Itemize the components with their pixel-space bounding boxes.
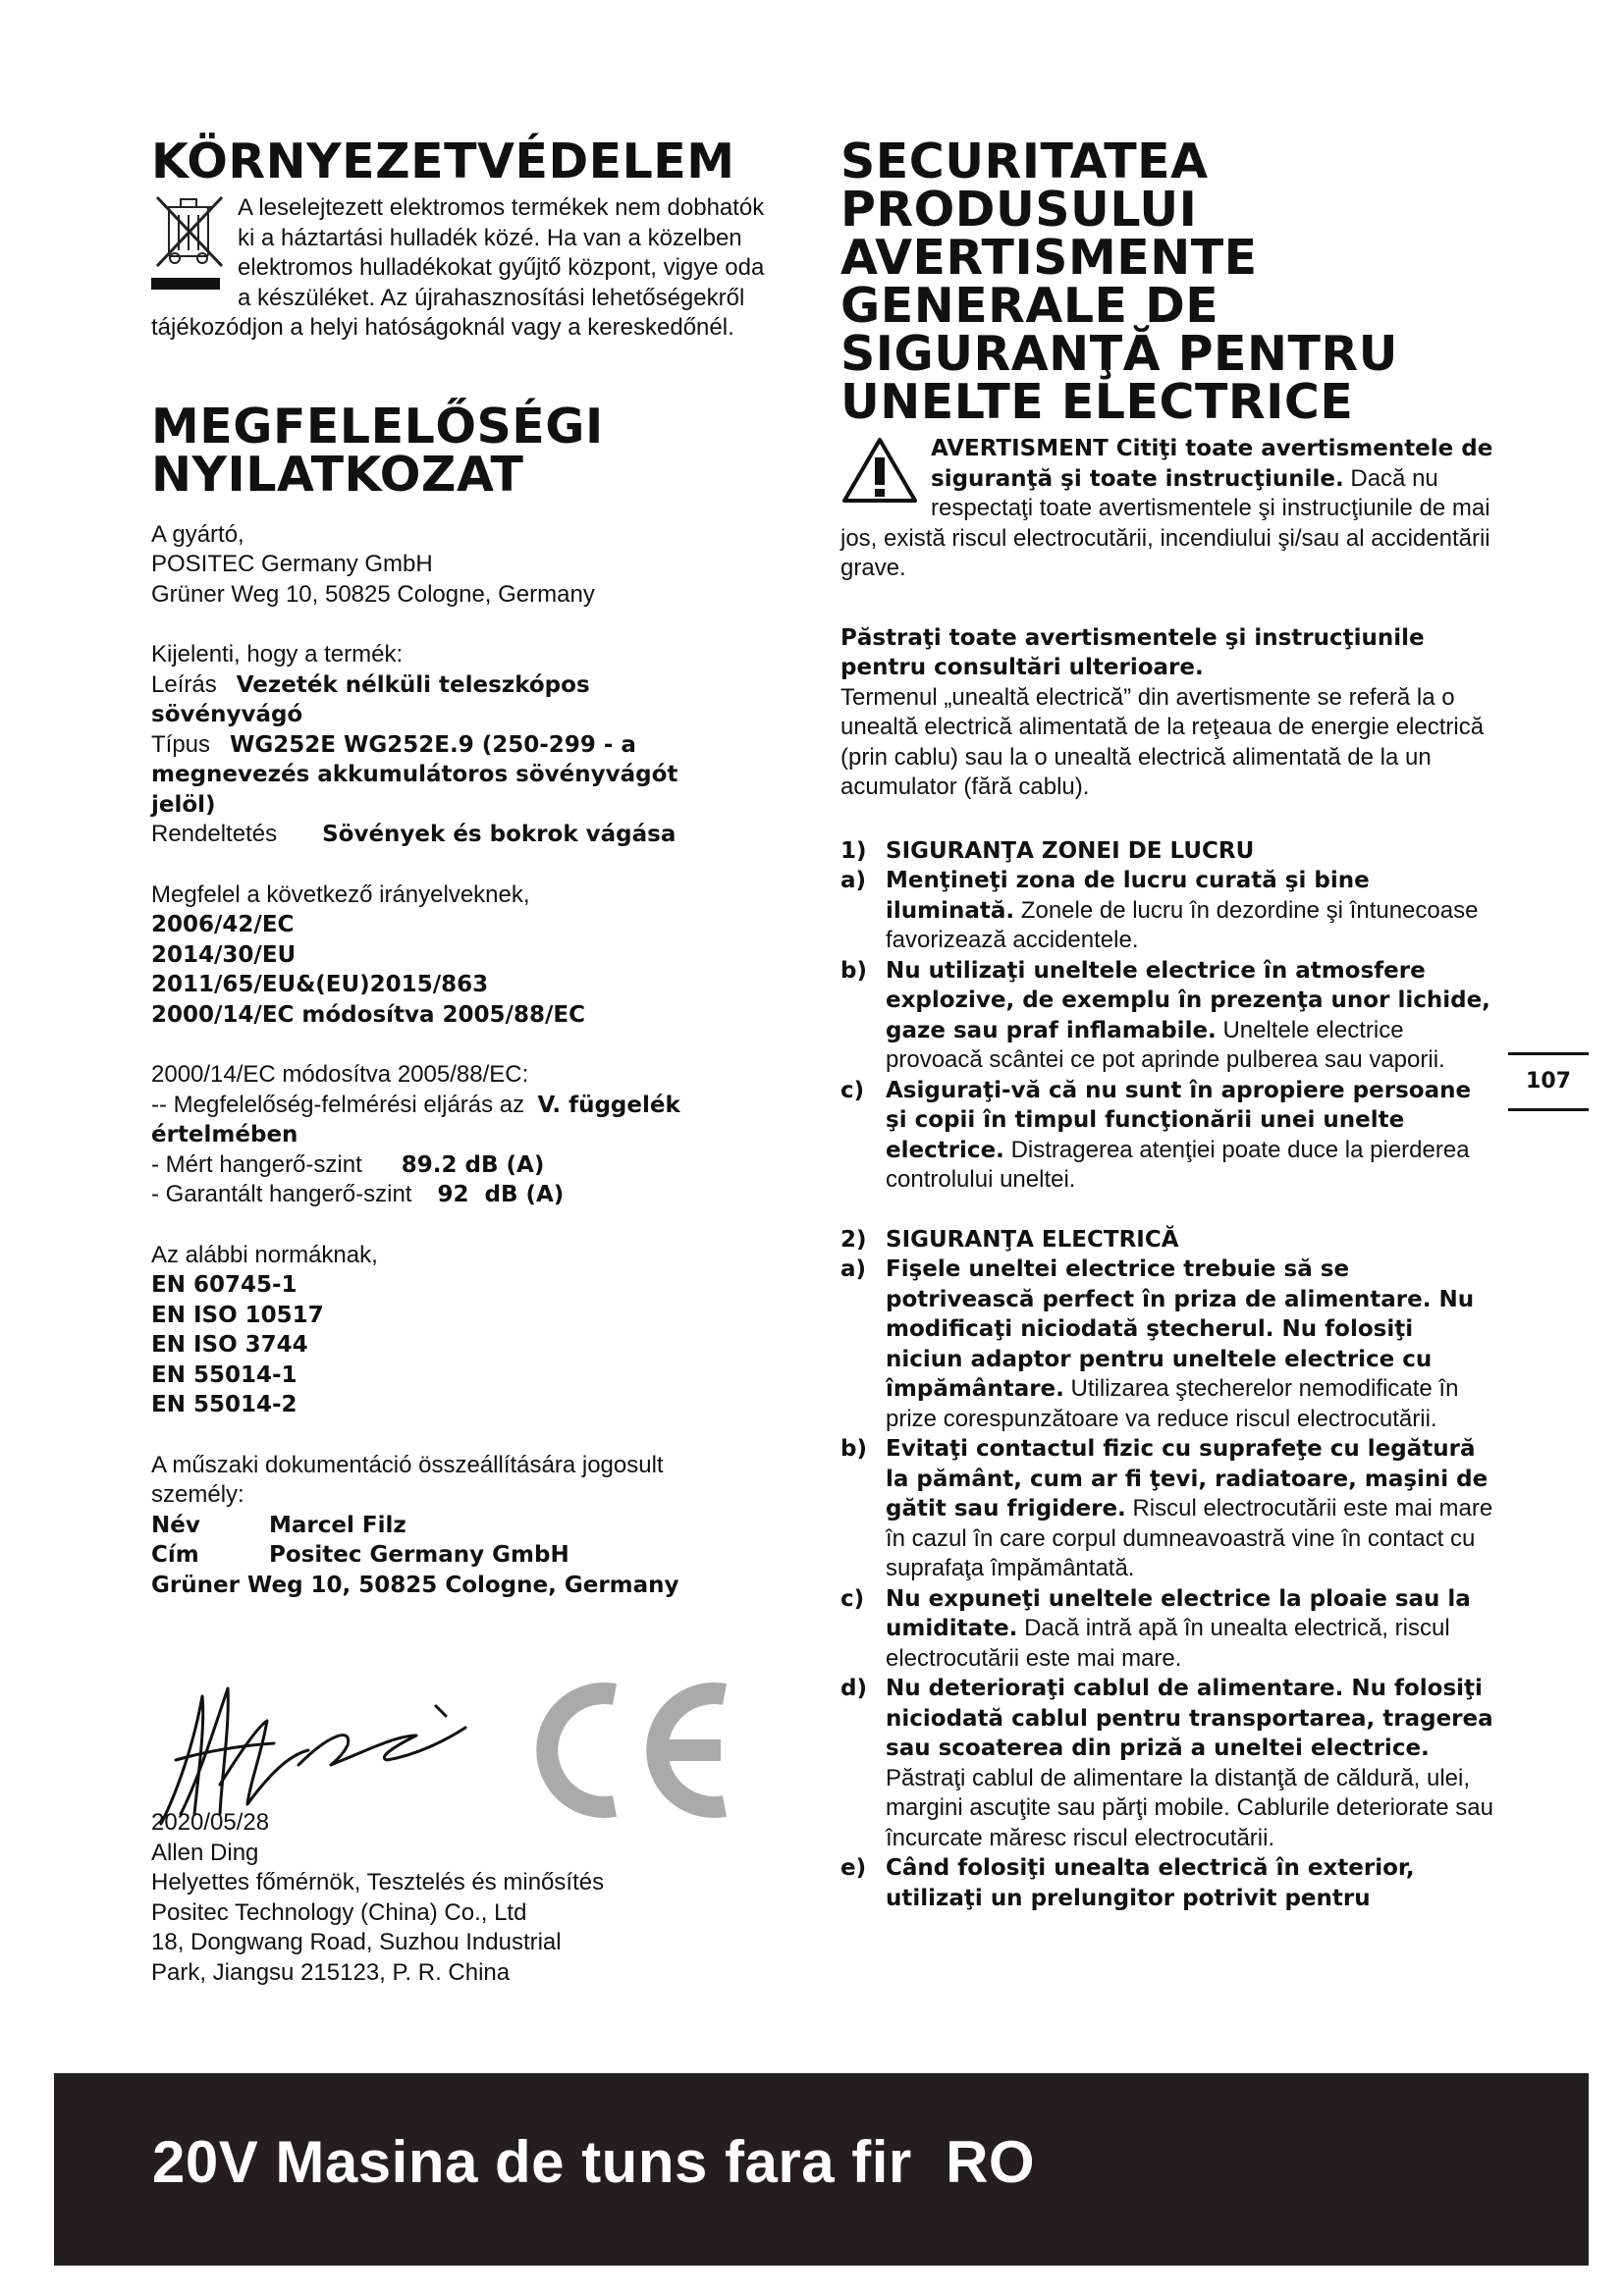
environment-heading: KÖRNYEZETVÉDELEM (151, 133, 735, 189)
item-text: Uneltele electrice provoacă scântei ce pot aprinde pulberea sau vaporii. (886, 1016, 1445, 1073)
item-marker: a) (840, 868, 867, 893)
item-text: Dacă intră apă în unealta electrică, riscul electrocutării este mai mare. (886, 1615, 1450, 1672)
section-2-heading (840, 1225, 1493, 1255)
signer-company: Positec Technology (China) Co., Ltd (151, 1898, 527, 1926)
page-number-rule-bottom (1508, 1108, 1589, 1111)
ce-mark (528, 1677, 744, 1824)
type-value: WG252E WG252E.9 (250-299 - a (230, 731, 636, 758)
standard-item: EN ISO 3744 (151, 1332, 308, 1358)
environment-paragraph (151, 193, 780, 344)
ro-heading-line: GENERALE DE (840, 278, 1219, 334)
list-item (840, 1255, 1493, 1434)
description-label: Leírás (151, 670, 217, 698)
tech-doc-text-2: személy: (151, 1481, 244, 1508)
type-value-2: megnevezés akkumulátoros sövényvágót (151, 762, 678, 787)
address-line (151, 1540, 780, 1571)
directive-item: 2006/42/EC (151, 912, 295, 937)
manufacturer-name: POSITEC Germany GmbH (151, 551, 433, 577)
signature (151, 1667, 475, 1834)
declaration-date: 2020/05/28 (151, 1809, 270, 1836)
manufacturer-address: Grüner Weg 10, 50825 Cologne, Germany (151, 580, 595, 608)
measured-label: - Mért hangerő-szint (151, 1150, 362, 1178)
item-marker: b) (840, 1436, 867, 1462)
noise-intro: 2000/14/EC módosítva 2005/88/EC: (151, 1061, 529, 1088)
section-number: 2) (840, 1226, 867, 1253)
directive-item: 2000/14/EC módosítva 2005/88/EC (151, 1001, 585, 1028)
purpose-label: Rendeltetés (151, 821, 278, 847)
type-label: Típus (151, 730, 211, 758)
purpose-value: Sövények és bokrok vágása (322, 822, 677, 847)
ro-heading-line: SECURITATEA (840, 133, 1209, 189)
signer-role: Helyettes főmérnök, Tesztelés és minősítés (151, 1869, 605, 1896)
standard-item: EN ISO 10517 (151, 1302, 324, 1328)
environment-text: A leselejtezett elektromos termékek nem dobhatók ki a háztartási hulladék közé. Ha van a közelben elektromos hulladékokat gyűjtő központ, vigye oda a készüléket. Az újrahasznosítási lehetőségekről tájékozódjon a helyi hatóságoknál vagy a kereskedőnél. (151, 194, 765, 341)
item-text: Zonele de lucru în dezordine şi întunecoase favorizează accidentele. (886, 896, 1479, 953)
guaranteed-value: 92 dB (A) (437, 1182, 565, 1207)
right-column (840, 133, 1493, 1913)
item-bold: Nu expuneţi uneltele electrice la ploaie sau la umiditate. (886, 1585, 1471, 1641)
page-number (1508, 1052, 1589, 1111)
footer-title: 20V Masina de tuns fara fir RO (152, 2129, 1036, 2195)
item-marker: c) (840, 1585, 865, 1612)
item-marker: a) (840, 1256, 867, 1282)
keep-bold: Păstraţi toate avertismentele şi instrucţiunile pentru consultări ulterioare. (840, 624, 1425, 680)
purpose-line (151, 820, 780, 850)
measured-level (151, 1150, 780, 1181)
keep-text: Termenul „unealtă electrică” din avertismente se referă la o unealtă electrică alimentată de la reţeaua de energie electrică (prin cablu) sau la o unealtă electrică alimentată de la un acumulator (fără cablu). (840, 683, 1485, 800)
directives-intro: Megfelel a következő irányelveknek, (151, 881, 530, 908)
item-text: Riscul electrocutării este mai mare în cazul în care corpul dumneavoastră vine în contact cu suprafaţa împământată. (886, 1495, 1493, 1581)
address-value: Positec Germany GmbH (269, 1542, 569, 1568)
list-item (840, 1853, 1493, 1913)
list-item (840, 1584, 1493, 1675)
item-bold: Evitaţi contactul fizic cu suprafeţe cu legătură la pământ, cum ar fi ţevi, radiatoare, maşini de gătit sau frigidere. (886, 1436, 1489, 1522)
standard-item: EN 55014-2 (151, 1392, 298, 1417)
tech-doc-text: A műszaki dokumentáció összeállítására jogosult (151, 1451, 664, 1478)
guaranteed-level (151, 1180, 780, 1210)
item-text: Păstraţi cablul de alimentare la distanţă de căldură, ulei, margini ascuţite sau părţi mobile. Cablurile deteriorate sau încurcate măresc riscul electrocutării. (886, 1764, 1493, 1851)
noise-annex: V. függelék (537, 1092, 680, 1118)
address-label: Cím (151, 1542, 199, 1568)
item-text: Utilizarea ştecherelor nemodificate în prize corespunzătoare va reduce riscul electrocutării. (886, 1375, 1459, 1432)
directive-item: 2014/30/EU (151, 941, 297, 968)
list-item (840, 1076, 1493, 1196)
guaranteed-label: - Garantált hangerő-szint (151, 1181, 412, 1207)
declares-text: Kijelenti, hogy a termék: (151, 641, 404, 667)
item-bold: Nu deterioraţi cablul de alimentare. Nu folosiţi niciodată cablul pentru transportarea, tragerea sau scoaterea din priză a uneltei electrice. (886, 1676, 1493, 1761)
measured-value: 89.2 dB (A) (401, 1151, 545, 1178)
description-line (151, 670, 780, 701)
name-label: Név (151, 1512, 200, 1538)
ro-heading-line: SIGURANŢĂ PENTRU (840, 326, 1398, 382)
warning-triangle-icon (840, 436, 919, 505)
item-bold: Fişele uneltei electrice trebuie să se potrivească perfect în priza de alimentare. Nu modificaţi niciodată ştecherul. Nu folosiţi niciun adaptor pentru uneltele electrice cu împământare. (886, 1256, 1475, 1402)
list-item (840, 1434, 1493, 1584)
address-line-2: Grüner Weg 10, 50825 Cologne, Germany (151, 1572, 679, 1598)
standards-intro: Az alábbi normáknak, (151, 1241, 378, 1268)
noise-procedure-text: -- Megfelelőség-felmérési eljárás az (151, 1091, 525, 1118)
ro-heading-line: UNELTE ELECTRICE (840, 374, 1354, 430)
standard-item: EN 60745-1 (151, 1272, 298, 1298)
standard-item: EN 55014-1 (151, 1362, 298, 1388)
noise-annex-2: értelmében (151, 1122, 298, 1148)
name-line (151, 1511, 780, 1541)
description-value: Vezeték nélküli teleszkópos (236, 671, 590, 698)
section-number: 1) (840, 837, 867, 864)
ro-heading-line: AVERTISMENTE (840, 230, 1258, 286)
list-item (840, 866, 1493, 956)
directive-item: 2011/65/EU&(EU)2015/863 (151, 972, 489, 997)
weee-bin-icon (151, 193, 228, 292)
type-line (151, 730, 780, 761)
item-marker: e) (840, 1855, 867, 1881)
name-value: Marcel Filz (269, 1512, 406, 1538)
warning-text: Dacă nu respectaţi toate avertismentele şi instrucţiunile de mai jos, există riscul electrocutării, incendiului şi/sau al accidentării grave. (840, 464, 1490, 581)
footer-bar (54, 2073, 1589, 2266)
noise-procedure (151, 1091, 780, 1121)
item-marker: d) (840, 1676, 867, 1701)
section-title: SIGURANŢA ELECTRICĂ (886, 1226, 1179, 1253)
list-item (840, 1674, 1493, 1853)
warning-paragraph (840, 434, 1493, 584)
item-text: Distragerea atenţiei poate duce la pierderea controlului uneltei. (886, 1136, 1470, 1193)
item-bold: Asiguraţi-vă că nu sunt în apropiere persoane şi copii în timpul funcţionării unei unelte electrice. (886, 1077, 1472, 1163)
section-title: SIGURANŢA ZONEI DE LUCRU (886, 837, 1255, 864)
list-item (840, 956, 1493, 1076)
declaration-heading-2: NYILATKOZAT (151, 446, 524, 503)
section-1-heading (840, 836, 1493, 867)
keep-paragraph (840, 623, 1493, 803)
item-bold: Când folosiţi unealta electrică în exterior, utilizaţi un prelungitor potrivit pentru (886, 1855, 1415, 1911)
item-bold: Menţineţi zona de lucru curată şi bine iluminată. (886, 868, 1370, 924)
type-value-3: jelöl) (151, 791, 216, 818)
manufacturer-label: A gyártó, (151, 520, 244, 548)
item-marker: b) (840, 957, 867, 984)
warning-bold: AVERTISMENT Citiţi toate avertismentele de siguranţă şi toate instrucţiunile. (931, 436, 1493, 492)
page-number-text: 107 (1526, 1069, 1571, 1094)
ro-heading-line: PRODUSULUI (840, 182, 1198, 238)
signer-name: Allen Ding (151, 1839, 259, 1866)
declaration-heading-1: MEGFELELŐSÉGI (151, 398, 604, 454)
signer-address-1: 18, Dongwang Road, Suzhou Industrial (151, 1929, 562, 1955)
item-marker: c) (840, 1077, 865, 1103)
signer-address-2: Park, Jiangsu 215123, P. R. China (151, 1958, 511, 1986)
item-bold: Nu utilizaţi uneltele electrice în atmosfere explozive, de exemplu în prezenţa unor lichide, gaze sau praf inflamabile. (886, 957, 1490, 1043)
description-value-2: sövényvágó (151, 702, 303, 727)
